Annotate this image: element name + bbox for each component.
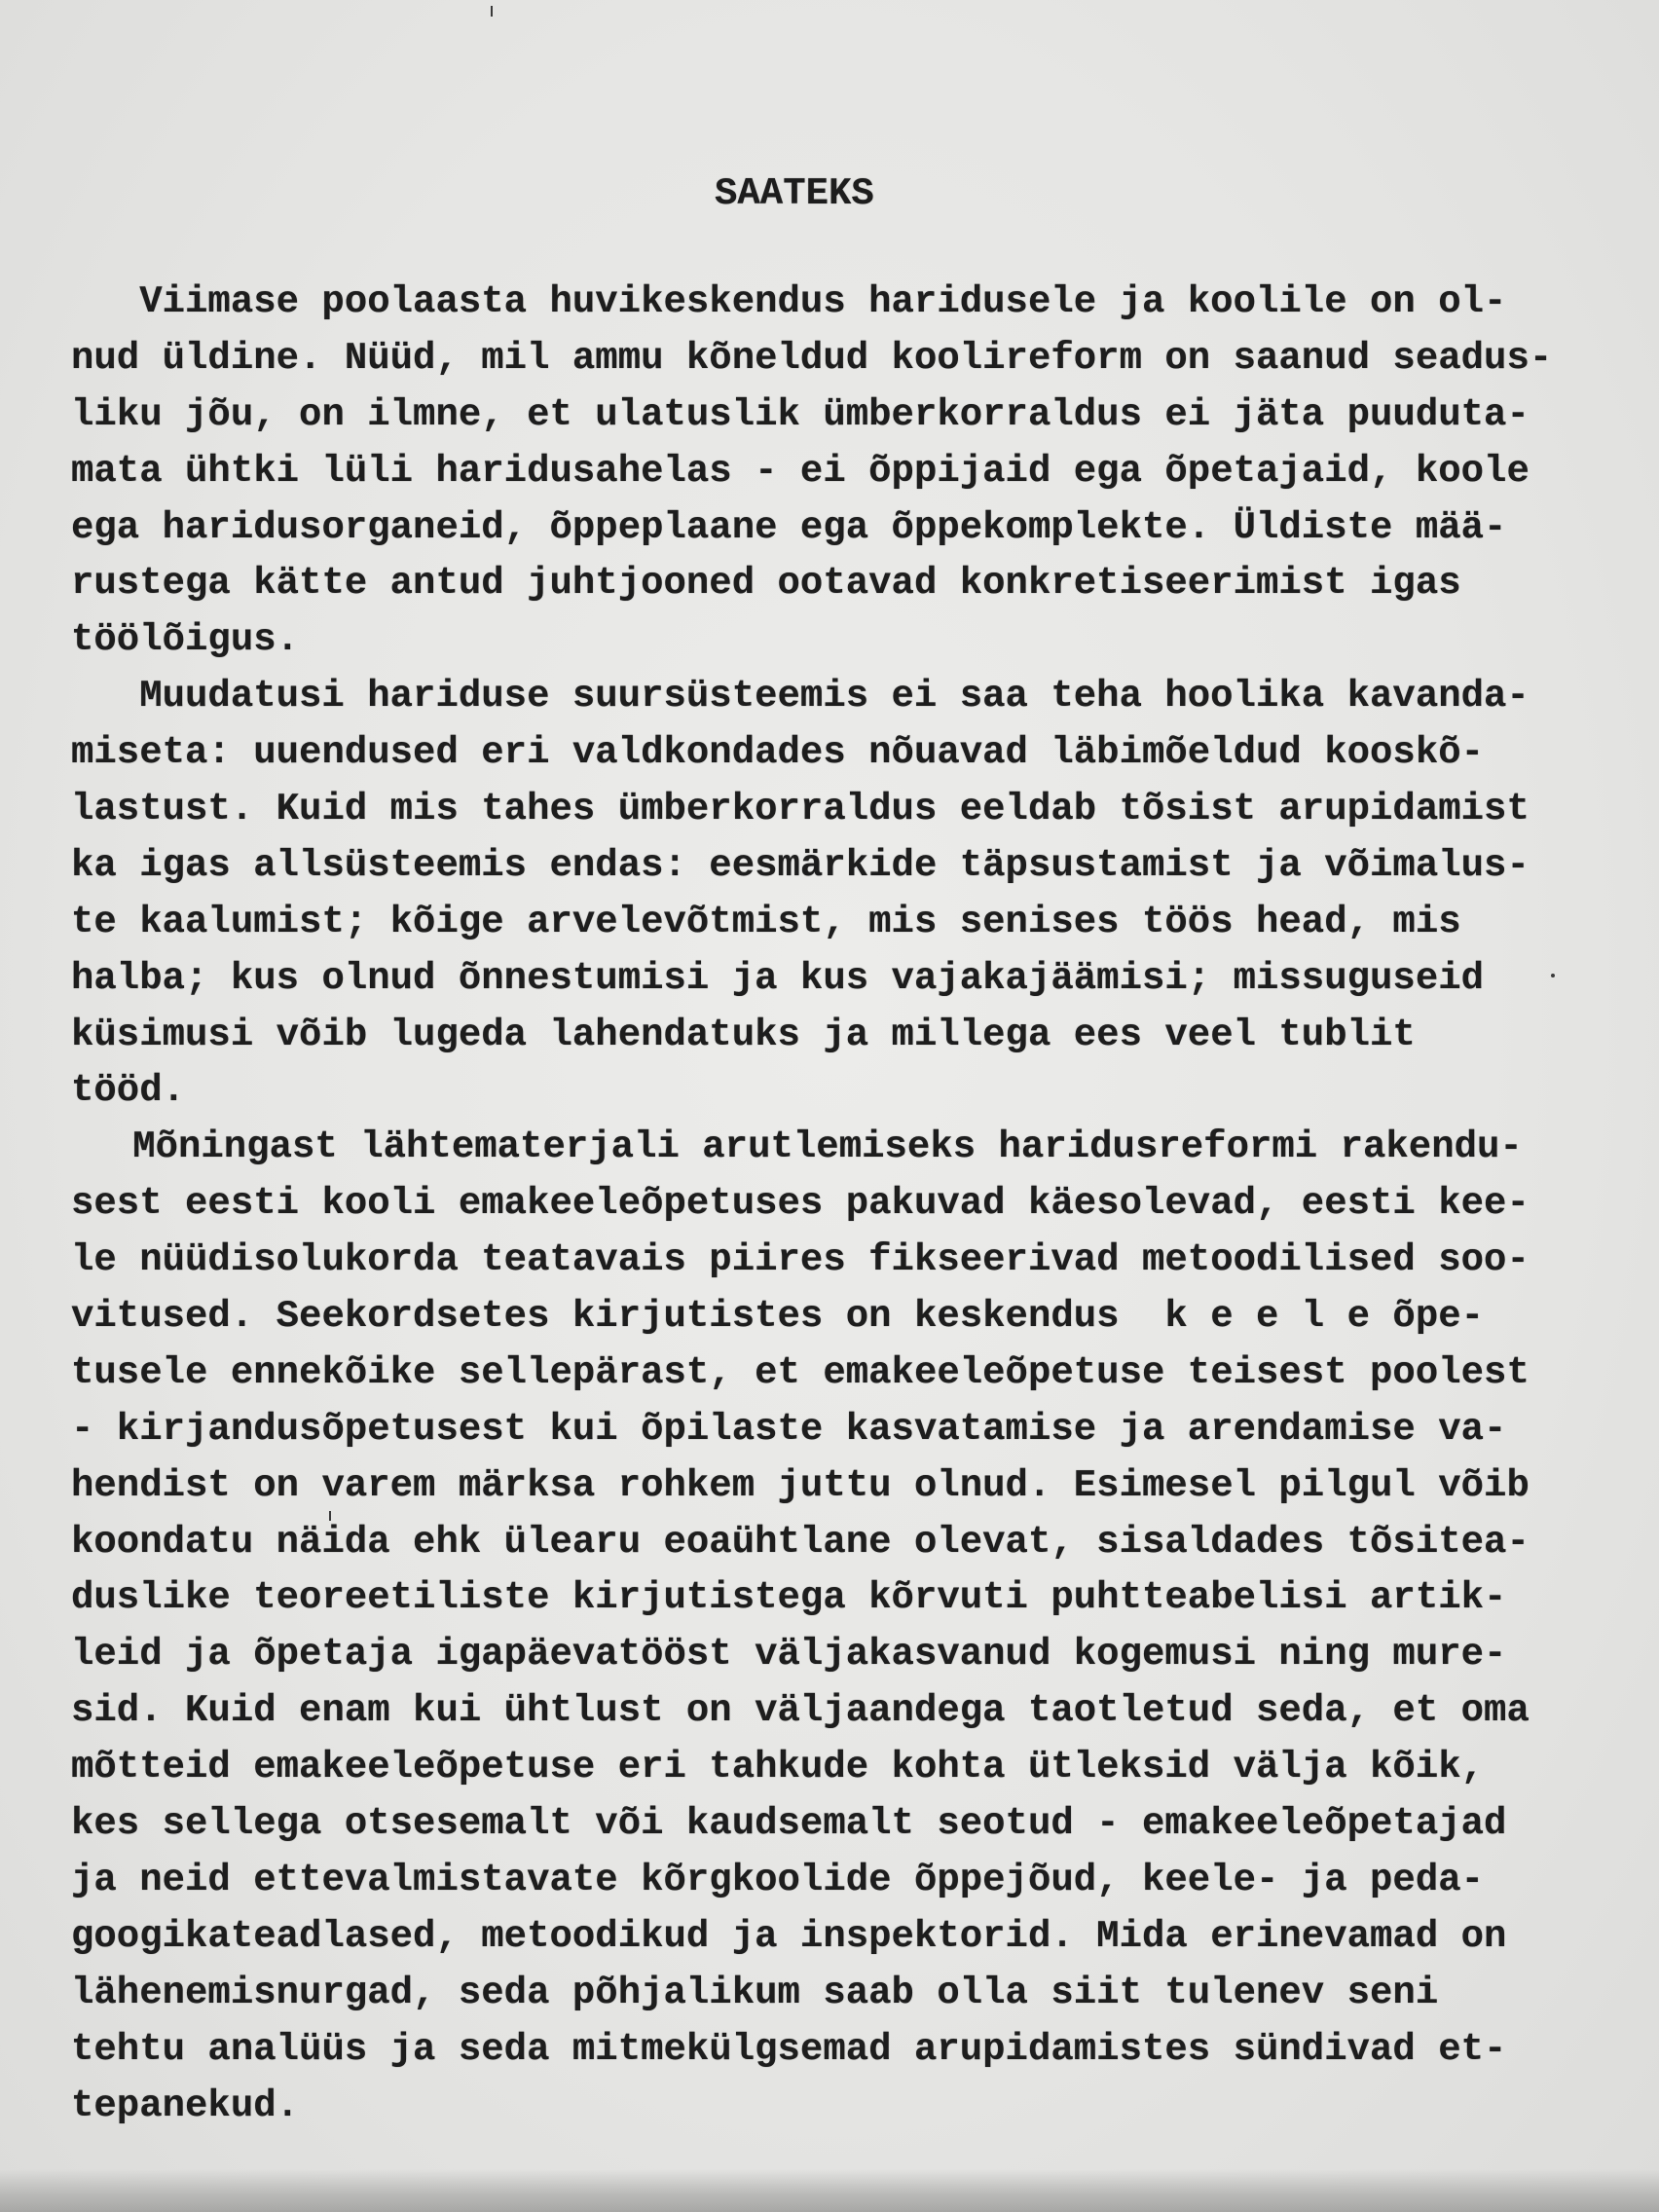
text-line: nud üldine. Nüüd, mil ammu kõneldud koolireform on saanud seadus- — [71, 336, 1553, 380]
text-line: mõtteid emakeeleõpetuse eri tahkude kohta ütleksid välja kõik, — [71, 1746, 1485, 1789]
text-line: Muudatusi hariduse suursüsteemis ei saa teha hoolika kavanda- — [139, 675, 1530, 719]
text-line: mata ühtki lüli haridusahelas - ei õppijaid ega õpetajaid, koole — [71, 449, 1530, 493]
text-line: lastust. Kuid mis tahes ümberkorraldus eeldab tõsist arupidamist — [71, 788, 1530, 831]
text-line: Mõningast lähtematerjali arutlemiseks haridusreformi rakendu- — [132, 1125, 1523, 1169]
text-line: lähenemisnurgad, seda põhjalikum saab olla siit tulenev seni — [71, 1971, 1439, 2014]
text-line: te kaalumist; kõige arvelevõtmist, mis senises töös head, mis — [71, 900, 1461, 943]
text-line: sest eesti kooli emakeeleõpetuses pakuvad käesolevad, eesti kee- — [71, 1182, 1530, 1226]
page-title: SAATEKS — [715, 172, 874, 215]
text-line: rustega kätte antud juhtjooned ootavad konkretiseerimist igas — [71, 562, 1461, 606]
text-line: liku jõu, on ilmne, et ulatuslik ümberkorraldus ei jäta puuduta- — [71, 392, 1530, 436]
text-line: Viimase poolaasta huvikeskendus haridusele ja koolile on ol- — [139, 280, 1507, 323]
text-line: kes sellega otsesemalt või kaudsemalt seotud - emakeeleõpetajad — [71, 1802, 1507, 1846]
text-line: halba; kus olnud õnnestumisi ja kus vajakajäämisi; missuguseid — [71, 956, 1485, 1000]
text-line: sid. Kuid enam kui ühtlust on väljaandega taotletud seda, et oma — [71, 1689, 1530, 1733]
text-line: ega haridusorganeid, õppeplaane ega õppekomplekte. Üldiste mää- — [71, 505, 1507, 549]
text-line: tööd. — [71, 1069, 186, 1113]
text-line: le nüüdisolukorda teatavais piires fikseerivad metoodilised soo- — [71, 1238, 1530, 1282]
paragraph — [71, 1120, 1629, 2134]
paragraph — [71, 275, 1629, 669]
document-body — [71, 275, 1629, 2134]
text-line: ka igas allsüsteemis endas: eesmärkide täpsustamist ja võimalus- — [71, 843, 1530, 887]
ink-speck — [491, 6, 493, 17]
text-line: miseta: uuendused eri valdkondades nõuavad läbimõeldud kooskõ- — [71, 731, 1485, 775]
text-line: küsimusi võib lugeda lahendatuks ja millega ees veel tublit — [71, 1013, 1416, 1056]
text-line: - kirjandusõpetusest kui õpilaste kasvatamise ja arendamise va- — [71, 1407, 1507, 1451]
text-line: leid ja õpetaja igapäevatööst väljakasvanud kogemusi ning mure- — [71, 1633, 1507, 1677]
paragraph — [71, 669, 1629, 1120]
page-bottom-edge — [0, 2169, 1659, 2212]
text-line: duslike teoreetiliste kirjutistega kõrvuti puhtteabelisi artik- — [71, 1576, 1507, 1620]
text-line: koondatu näida ehk ülearu eoaühtlane olevat, sisaldades tõsitea- — [71, 1520, 1530, 1564]
text-line: tepanekud. — [71, 2083, 300, 2127]
text-line: hendist on varem märksa rohkem juttu olnud. Esimesel pilgul võib — [71, 1463, 1530, 1507]
text-line: tusele ennekõike sellepärast, et emakeeleõpetuse teisest poolest — [71, 1350, 1530, 1394]
text-line: töölõigus. — [71, 618, 300, 662]
text-line: googikateadlased, metoodikud ja inspektorid. Mida erinevamad on — [71, 1914, 1507, 1958]
text-line: ja neid ettevalmistavate kõrgkoolide õppejõud, keele- ja peda- — [71, 1858, 1485, 1901]
text-line: vitused. Seekordsetes kirjutistes on keskendus k e e l e õpe- — [71, 1295, 1485, 1339]
text-line: tehtu analüüs ja seda mitmekülgsemad arupidamistes sündivad et- — [71, 2027, 1507, 2071]
